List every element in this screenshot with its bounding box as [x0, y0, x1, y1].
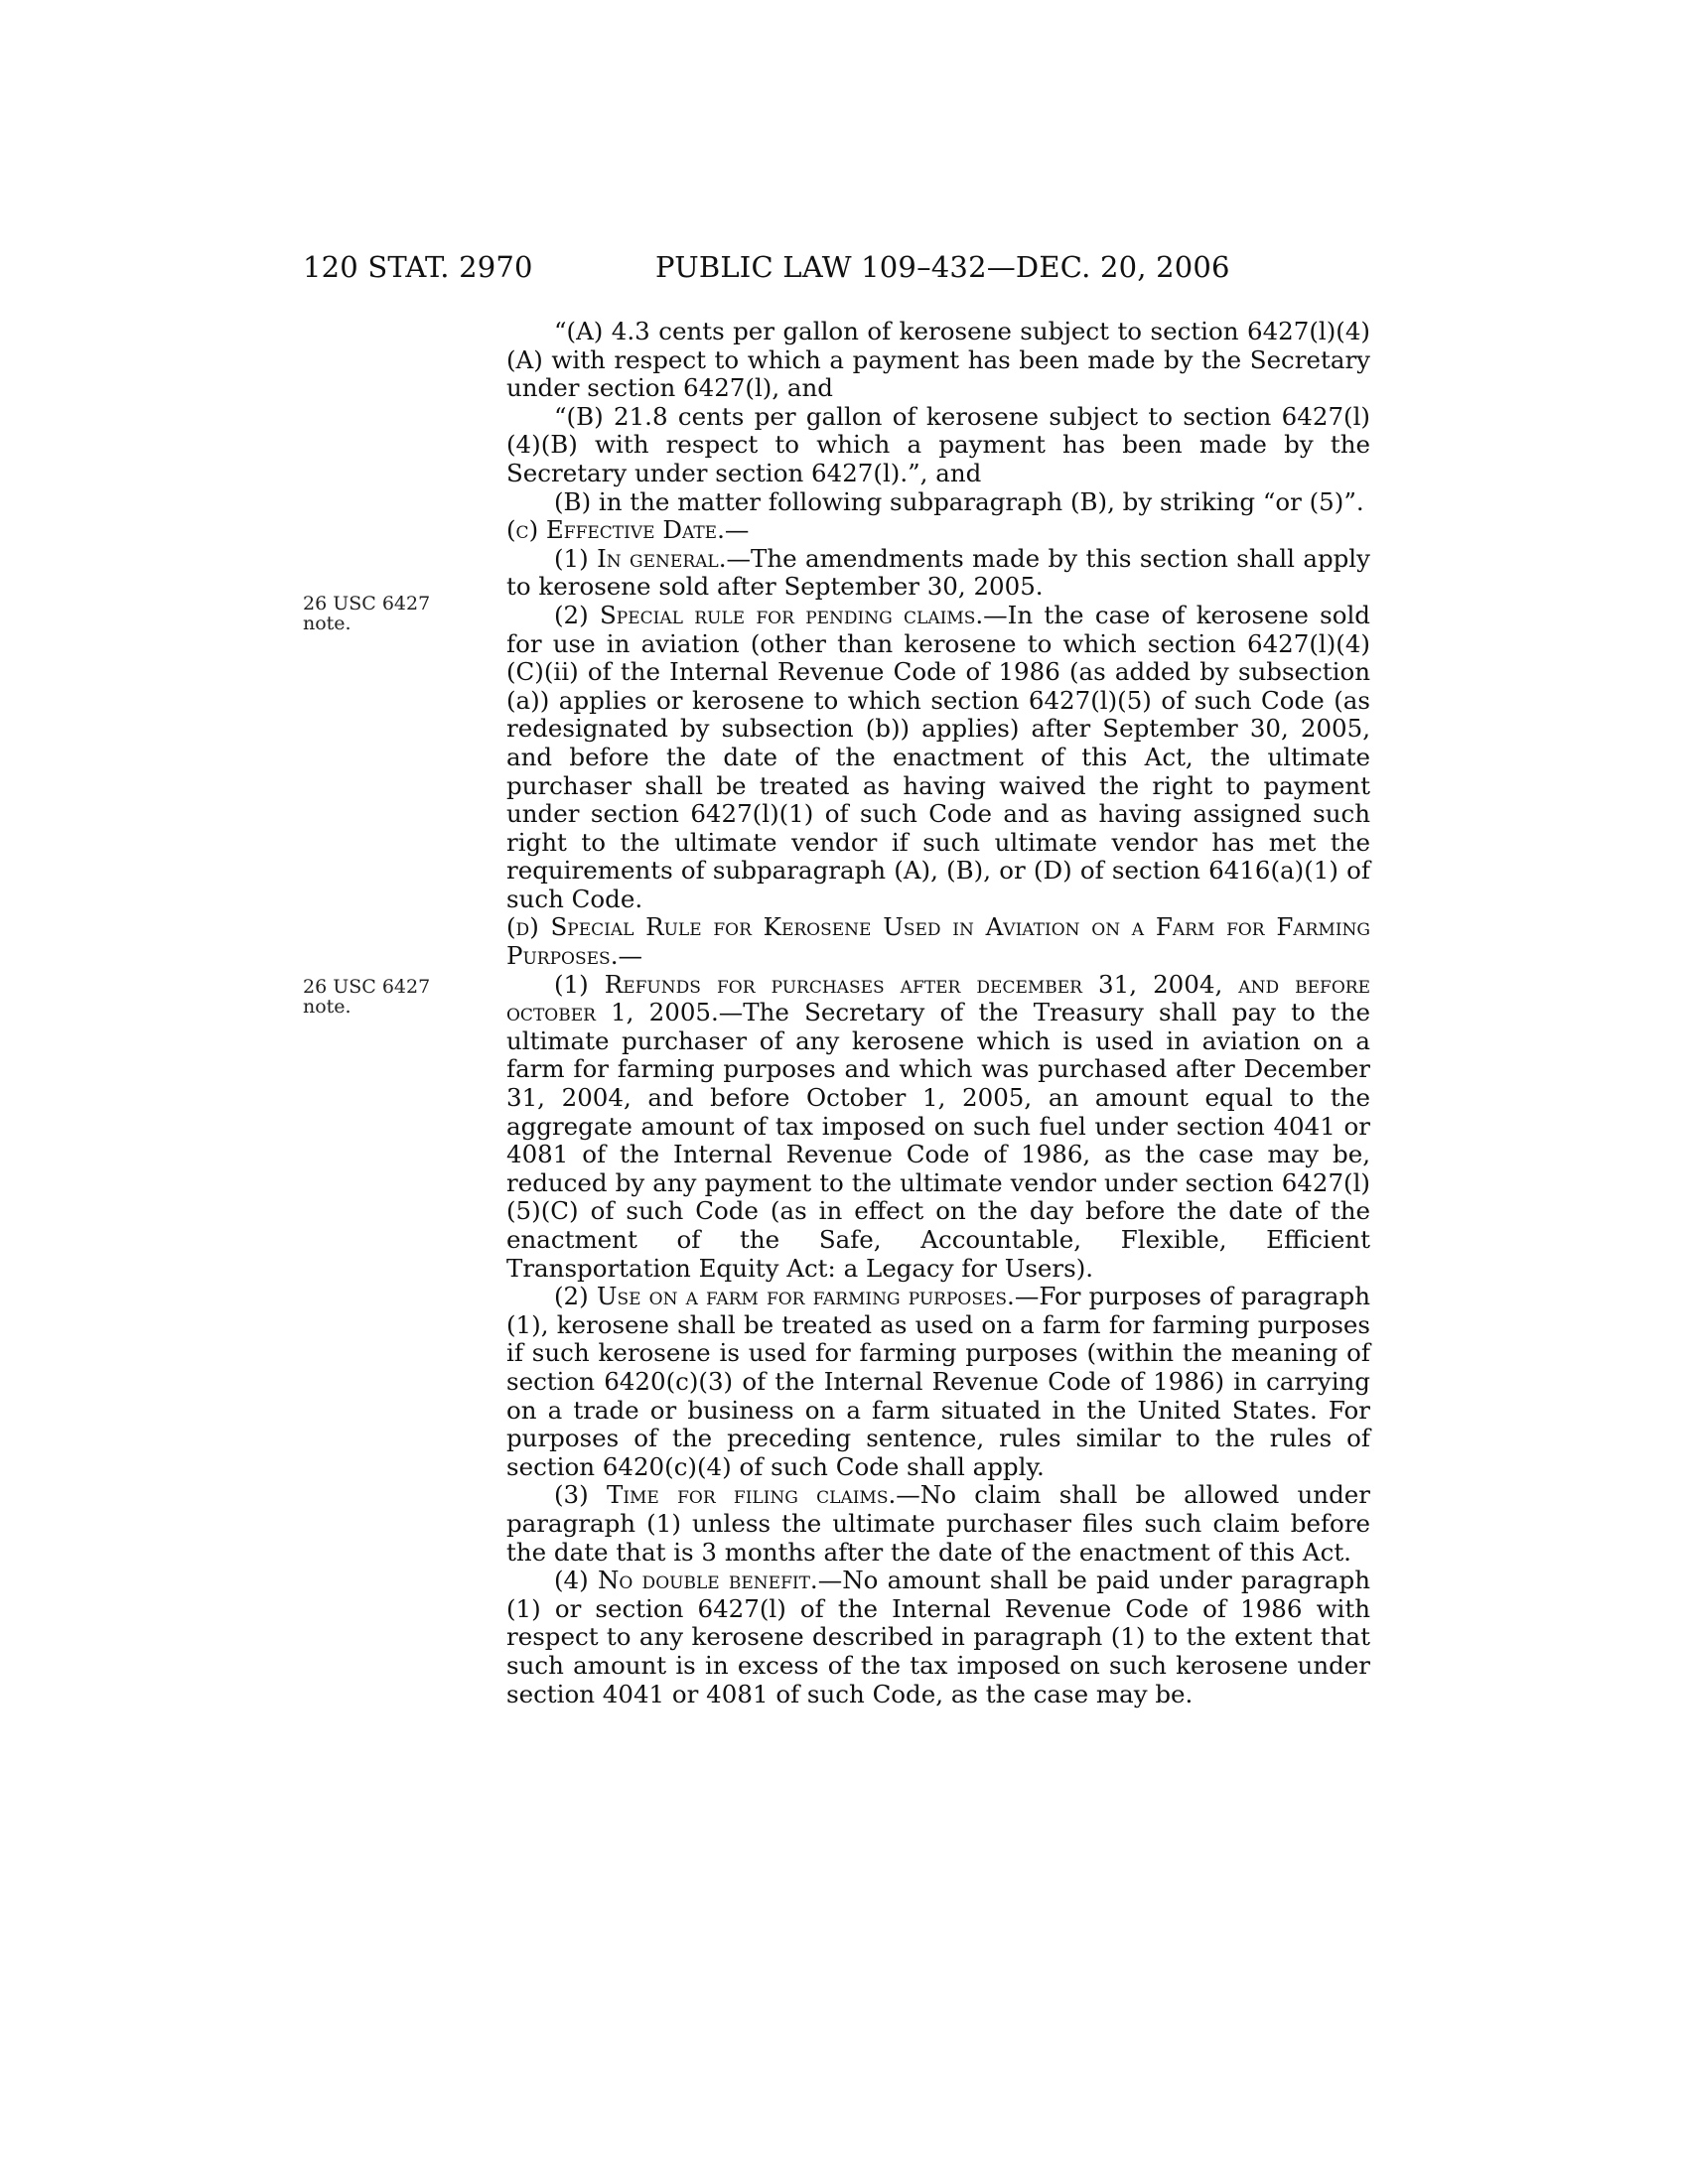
- paragraph-body: —In the case of kerosene sold for use in aviation (other than kerosene to which section 6427(l)(4)(C)(ii) of the Internal Revenue Code of 1986 (as added by subsection (a)) applies or kerosene to which section 6427(l)(5) of such Code (as redesignated by subsection (b)) applies) after September 30, 2005, and before the date of the enactment of this Act, the ultimate purchaser shall be treated as having waived the right to payment under section 6427(l)(1) of such Code and as having assigned such right to the ultimate vendor if such ultimate vendor has met the requirements of subparagraph (A), (B), or (D) of section 6416(a)(1) of such Code.: [506, 600, 1370, 913]
- paragraph-heading: (1) Refunds for purchases after december 31, 2004, and before october 1, 2005.: [506, 969, 1370, 1027]
- paragraph-body: —No amount shall be paid under paragraph (1) or section 6427(l) of the Internal Revenue Code of 1986 with respect to any kerosene described in paragraph (1) to the extent that such amount is in excess of the tax imposed on such kerosene under section 4041 or 4081 of such Code, as the case may be.: [506, 1566, 1370, 1708]
- paragraph-heading: (4) No double benefit.: [554, 1566, 818, 1595]
- page-citation: 120 STAT. 2970: [303, 250, 533, 284]
- margin-note: [303, 977, 462, 1017]
- margin-note-line: 26 USC 6427: [303, 593, 431, 614]
- paragraph-c2: [506, 602, 1370, 914]
- paragraph-d3: [506, 1481, 1370, 1567]
- subparagraph-b: “(B) 21.8 cents per gallon of kerosene subject to section 6427(l)(4)(B) with respect to which a payment has been made by the Secretary under section 6427(l).”, and: [506, 401, 1370, 487]
- margin-note: [303, 594, 462, 633]
- section-c-heading: (c) Effective Date.—: [506, 515, 750, 545]
- amendment-b: (B) in the matter following subparagraph (B), by striking “or (5)”.: [554, 486, 1364, 516]
- paragraph-body: —The Secretary of the Treasury shall pay to the ultimate purchaser of any kerosene which is used in aviation on a farm for farming purposes and which was purchased after December 31, 2004, and before October 1, 2005, an amount equal to the aggregate amount of tax imposed on such fuel under section 4041 or 4081 of the Internal Revenue Code of 1986, as the case may be, reduced by any payment to the ultimate vendor under section 6427(l)(5)(C) of such Code (as in effect on the day before the date of the enactment of the Safe, Accountable, Flexible, Efficient Transportation Equity Act: a Legacy for Users).: [506, 998, 1370, 1283]
- paragraph-heading: (3) Time for filing claims.: [554, 1480, 897, 1510]
- paragraph-c1: [506, 545, 1370, 602]
- margin-note-line: note.: [303, 613, 352, 634]
- section-d-heading: (d) Special Rule for Kerosene Used in Aviation on a Farm for Farming Purposes.—: [506, 912, 1370, 971]
- running-header: PUBLIC LAW 109–432—DEC. 20, 2006: [655, 250, 1230, 284]
- paragraph-body: —The amendments made by this section shall apply to kerosene sold after September 30, 2005.: [506, 543, 1370, 602]
- margin-note-line: note.: [303, 996, 352, 1018]
- paragraph-d4: [506, 1567, 1370, 1708]
- paragraph-d2: [506, 1283, 1370, 1481]
- paragraph-heading: (2) Special rule for pending claims.: [554, 600, 984, 629]
- paragraph-heading: (1) In general.: [554, 543, 727, 573]
- paragraph-body: —For purposes of paragraph (1), kerosene shall be treated as used on a farm for farming purposes if such kerosene is used for farming purposes (within the meaning of section 6420(c)(3) of the Internal Revenue Code of 1986) in carrying on a trade or business on a farm situated in the United States. For purposes of the preceding sentence, rules similar to the rules of section 6420(c)(4) of such Code shall apply.: [506, 1282, 1370, 1481]
- margin-note-line: 26 USC 6427: [303, 976, 431, 998]
- paragraph-heading: (2) Use on a farm for farming purposes.: [554, 1282, 1015, 1311]
- statute-text: [506, 318, 1370, 1708]
- paragraph-d1: [506, 971, 1370, 1284]
- subparagraph-a: “(A) 4.3 cents per gallon of kerosene subject to section 6427(l)(4)(A) with respect to which a payment has been made by the Secretary under section 6427(l), and: [506, 317, 1370, 403]
- paragraph-body: —No claim shall be allowed under paragraph (1) unless the ultimate purchaser files such claim before the date that is 3 months after the date of the enactment of this Act.: [506, 1480, 1370, 1567]
